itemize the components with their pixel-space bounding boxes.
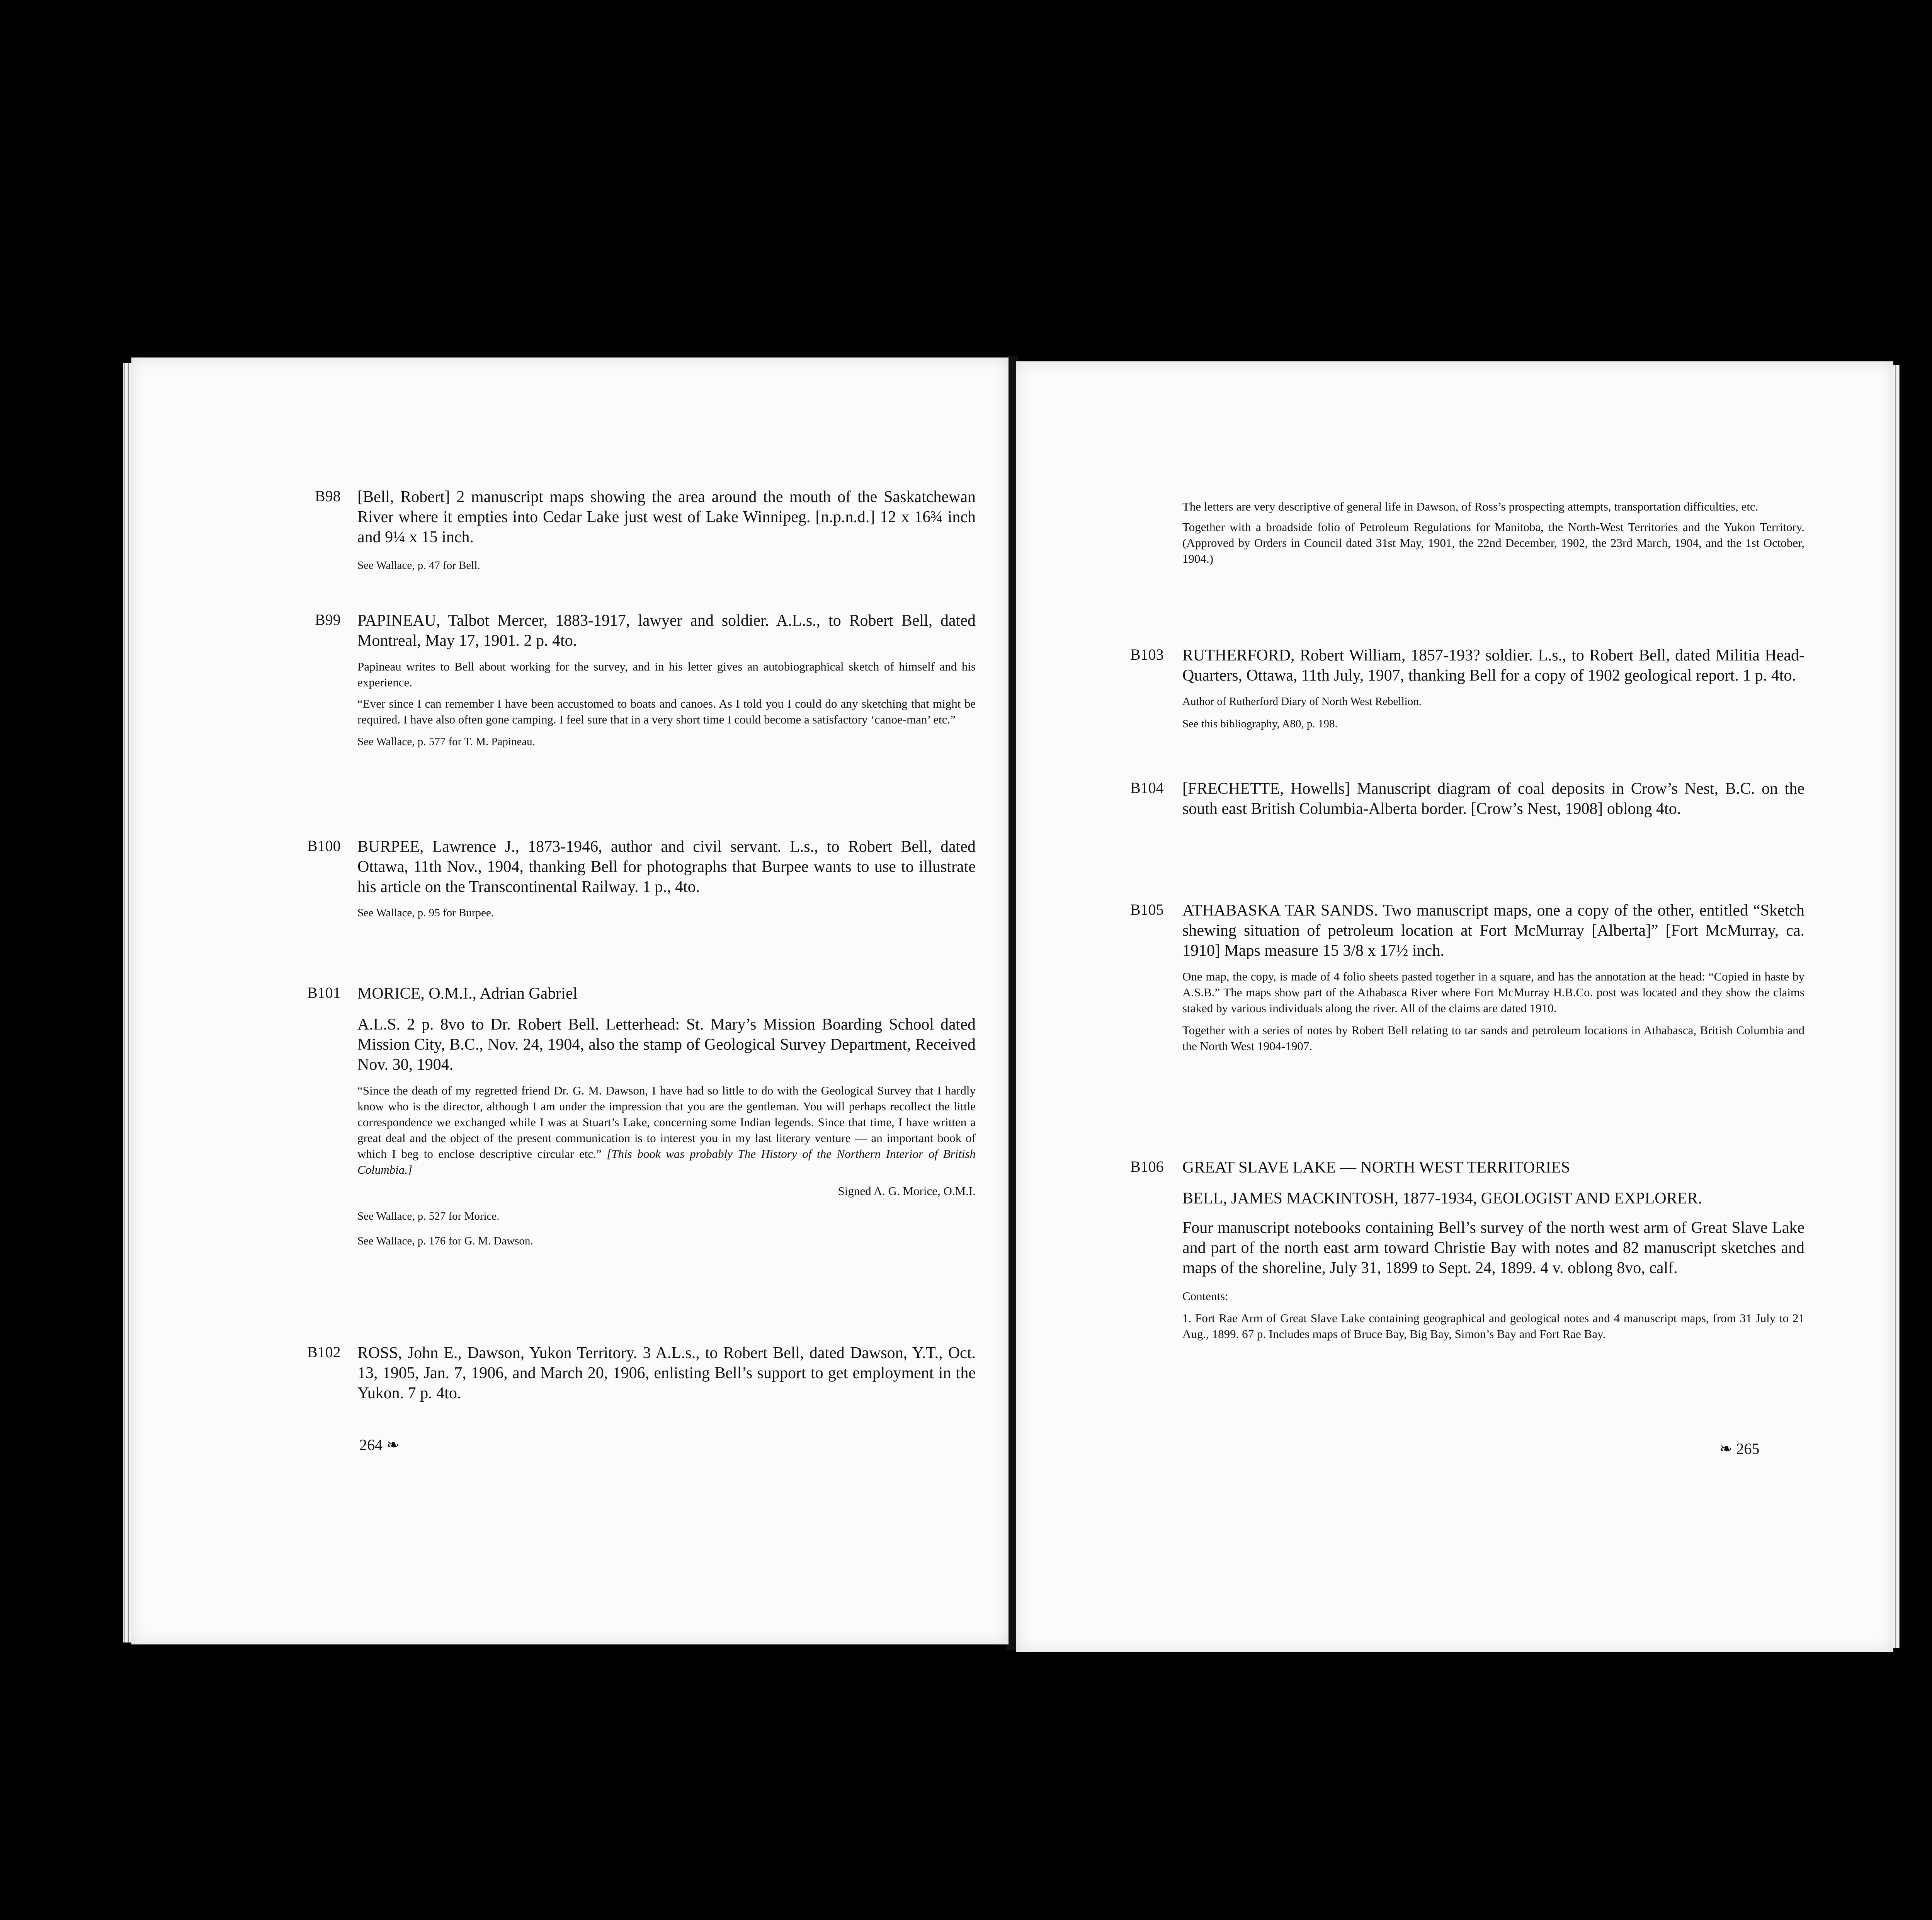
entry-number: B100	[307, 837, 341, 854]
contents-item: 1. Fort Rae Arm of Great Slave Lake containing geographical and geological notes and 4 manuscript maps, from 31 July to 21 Aug., 1899. 67 p. Includes maps of Bruce Bay, Big Bay, Simon’s Bay and Fort Rae Bay.	[1182, 1311, 1804, 1341]
right-page	[1016, 361, 1893, 1652]
entry-note: Together with a series of notes by Robert Bell relating to tar sands and petroleum locations in Athabasca, British Columbia and the North West 1904-1907.	[1182, 1023, 1804, 1053]
entry-note: See Wallace, p. 577 for T. M. Papineau.	[357, 735, 535, 748]
entry-subheading: BELL, JAMES MACKINTOSH, 1877-1934, GEOLOGIST AND EXPLORER.	[1182, 1190, 1702, 1207]
entry-text: [Bell, Robert] 2 manuscript maps showing the area around the mouth of the Saskatchewan River where it empties into Cedar Lake just west of Lake Winnipeg. [n.p.n.d.] 12 x 16¾ inch and 9¼ x 15 inch.	[357, 488, 976, 546]
entry-note: See Wallace, p. 176 for G. M. Dawson.	[357, 1235, 533, 1247]
entry-number: B102	[307, 1343, 341, 1361]
entry-note: One map, the copy, is made of 4 folio sheets pasted together in a square, and has the annotation at the head: “Copied in haste by A.S.B.” The maps show part of the Athabasca River where Fort McMurray H.B.Co. post was located and they show the claims staked by various individuals along the river. All of the claims are dated 1910.	[1182, 970, 1804, 1015]
entry-quote: “Since the death of my regretted friend Dr. G. M. Dawson, I have had so little to do with the Geological Survey that I hardly know who is the director, although I am under the impression that you are the gentleman. You will perhaps recollect the little correspondence we exchanged while I was at Stuart’s Lake, concerning some Indian legends. Since that time, I have written a great deal and the object of the present communication is to interest you in my last literary venture — an important book of which I beg to enclose descriptive circular etc.” [This book was probably The History of the Northern Interior of British Columbia.]	[357, 1084, 976, 1176]
entry-text: ATHABASKA TAR SANDS. Two manuscript maps, one a copy of the other, entitled “Sketch shewing situation of petroleum location at Fort McMurray [Alberta]” [Fort McMurray, ca. 1910] Maps measure 15 3/8 x 17½ inch.	[1182, 902, 1804, 960]
entry-note: See Wallace, p. 527 for Morice.	[357, 1210, 500, 1222]
entry-number: B106	[1130, 1158, 1164, 1175]
entry-note: The letters are very descriptive of general life in Dawson, of Ross’s prospecting attempts, transportation difficulties, etc.	[1182, 500, 1759, 513]
entry-note: Author of Rutherford Diary of North West Rebellion.	[1182, 695, 1422, 708]
entry-number: B99	[315, 611, 341, 628]
entry-text: PAPINEAU, Talbot Mercer, 1883-1917, lawyer and soldier. A.L.s., to Robert Bell, dated Montreal, May 17, 1901. 2 p. 4to.	[357, 612, 976, 650]
entry-number: B103	[1130, 646, 1164, 663]
page-number: ❧ 265	[1719, 1440, 1760, 1457]
entry-note: Papineau writes to Bell about working for the survey, and in his letter gives an autobiographical sketch of himself and his experience.	[357, 660, 976, 689]
contents-label: Contents:	[1182, 1289, 1228, 1303]
entry-number: B101	[307, 984, 341, 1001]
entry-heading: GREAT SLAVE LAKE — NORTH WEST TERRITORIES	[1182, 1159, 1570, 1176]
page-number: 264 ❧	[359, 1436, 400, 1454]
entry-number: B105	[1130, 901, 1164, 918]
entry-text: BURPEE, Lawrence J., 1873-1946, author and civil servant. L.s., to Robert Bell, dated Ottawa, 11th Nov., 1904, thanking Bell for photographs that Burpee wants to use to illustrate his article on the Transcontinental Railway. 1 p., 4to.	[357, 838, 976, 896]
entry-text: A.L.S. 2 p. 8vo to Dr. Robert Bell. Letterhead: St. Mary’s Mission Boarding School dated Mission City, B.C., Nov. 24, 1904, also the stamp of Geological Survey Department, Received Nov. 30, 1904.	[357, 1016, 976, 1074]
entry-note: See this bibliography, A80, p. 198.	[1182, 718, 1338, 730]
left-page	[131, 357, 1009, 1644]
entry-note: See Wallace, p. 47 for Bell.	[357, 559, 480, 572]
entry-number: B98	[315, 487, 341, 505]
entry-quote: “Ever since I can remember I have been accustomed to boats and canoes. As I told you I could do any sketching that might be required. I have also often gone camping. I feel sure that in a very short time I could become a satisfactory ‘canoe-man’ etc.”	[357, 697, 976, 726]
continuation-b102	[1182, 499, 1804, 567]
entry-text: ROSS, John E., Dawson, Yukon Territory. 3 A.L.s., to Robert Bell, dated Dawson, Y.T., Oct. 13, 1905, Jan. 7, 1906, and March 20, 1906, enlisting Bell’s support to get employment in the Yukon. 7 p. 4to.	[357, 1344, 976, 1402]
entry-number: B104	[1130, 779, 1164, 797]
entry-signature: Signed A. G. Morice, O.M.I.	[838, 1184, 976, 1198]
entry-text: RUTHERFORD, Robert William, 1857-193? soldier. L.s., to Robert Bell, dated Militia Head-Quarters, Ottawa, 11th July, 1907, thanking Bell for a copy of 1902 geological report. 1 p. 4to.	[1182, 647, 1804, 684]
entry-heading: MORICE, O.M.I., Adrian Gabriel	[357, 985, 578, 1003]
entry-note: Together with a broadside folio of Petroleum Regulations for Manitoba, the North-West Territories and the Yukon Territory. (Approved by Orders in Council dated 31st May, 1901, the 22nd December, 1902, the 23rd March, 1904, and the 1st October, 1904.)	[1182, 520, 1804, 565]
entry-text: [FRECHETTE, Howells] Manuscript diagram of coal deposits in Crow’s Nest, B.C. on the south east British Columbia-Alberta border. [Crow’s Nest, 1908] oblong 4to.	[1182, 780, 1804, 818]
quote-italic: [This book was probably The History of the Northern Interior of British Columbia.]	[357, 1147, 976, 1176]
entry-note: See Wallace, p. 95 for Burpee.	[357, 907, 494, 919]
entry-text: Four manuscript notebooks containing Bell’s survey of the north west arm of Great Slave Lake and part of the north east arm toward Christie Bay with notes and 82 manuscript sketches and maps of the shoreline, July 31, 1899 to Sept. 24, 1899. 4 v. oblong 8vo, calf.	[1182, 1219, 1804, 1277]
